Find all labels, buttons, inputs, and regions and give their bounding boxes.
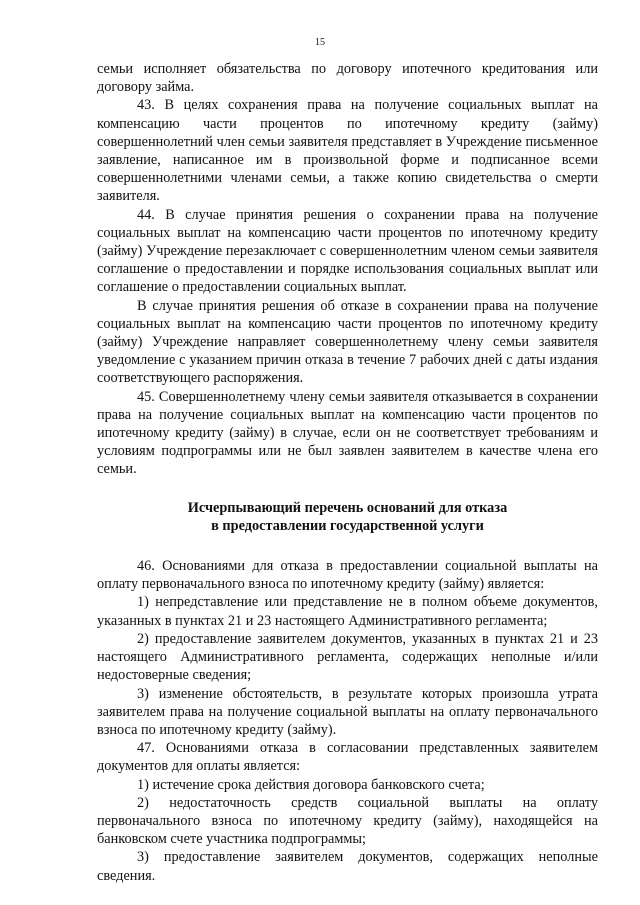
document-body <box>97 60 598 885</box>
paragraph: семьи исполняет обязательства по договору ипотечного кредитования или договору займа. <box>97 61 598 96</box>
paragraph-group-bottom <box>97 557 598 885</box>
list-item: 1) истечение срока действия договора банковского счета; <box>137 776 485 793</box>
paragraph: 46. Основаниями для отказа в предоставлении социальной выплаты на оплату первоначального взноса по ипотечному кредиту (займу) является: <box>97 558 598 593</box>
page-number: 15 <box>315 37 325 48</box>
paragraph-group-top <box>97 60 598 479</box>
paragraph: 44. В случае принятия решения о сохранении права на получение социальных выплат на компенсацию части процентов по ипотечному кредиту (займу) Учреждение перезаключает с совершеннолетним членом семьи заявителя соглашение о предоставлении и порядке использования социальных выплат или соглашение о предоставлении социальных выплат. <box>97 206 598 296</box>
list-item: 1) непредставление или представление не в полном объеме документов, указанных в пунктах 21 и 23 настоящего Административного регламента; <box>97 594 598 629</box>
list-item: 2) предоставление заявителем документов, указанных в пунктах 21 и 23 настоящего Административного регламента, содержащих неполные и/или недостоверные сведения; <box>97 630 598 684</box>
section-heading-line: в предоставлении государственной услуги <box>211 517 484 534</box>
paragraph: В случае принятия решения об отказе в сохранении права на получение социальных выплат на компенсацию части процентов по ипотечному кредиту (займу) Учреждение направляет совершеннолетнему члену семьи заявителя уведомление с указанием причин отказа в течение 7 рабочих дней с даты издания соответствующего распоряжения. <box>97 297 598 387</box>
section-heading <box>97 499 598 535</box>
list-item: 3) изменение обстоятельств, в результате которых произошла утрата заявителем права на получение социальной выплаты на оплату первоначального взноса по ипотечному кредиту (займу). <box>97 685 598 738</box>
paragraph: 43. В целях сохранения права на получение социальных выплат на компенсацию части процентов по ипотечному кредиту (займу) совершеннолетний член семьи заявителя представляет в Учреждение письменное заявление, написанное им в произвольной форме и подписанное всеми совершеннолетними членами семьи, а также копию свидетельства о смерти заявителя. <box>97 97 598 205</box>
paragraph: 45. Совершеннолетнему члену семьи заявителя отказывается в сохранении права на получение социальных выплат на компенсацию части процентов по ипотечному кредиту (займу) в случае, если он не соответствует требованиям и условиям подпрограммы или не был заявлен заявителем в качестве члена его семьи. <box>97 388 598 478</box>
section-heading-line: Исчерпывающий перечень оснований для отказа <box>187 499 508 516</box>
list-item: 2) недостаточность средств социальной выплаты на оплату первоначального взноса по ипотечному кредиту (займу), находящейся на банковском счете участника подпрограммы; <box>97 794 598 848</box>
paragraph: 47. Основаниями отказа в согласовании представленных заявителем документов для оплаты является: <box>97 740 598 775</box>
list-item: 3) предоставление заявителем документов, содержащих неполные сведения. <box>97 849 598 884</box>
